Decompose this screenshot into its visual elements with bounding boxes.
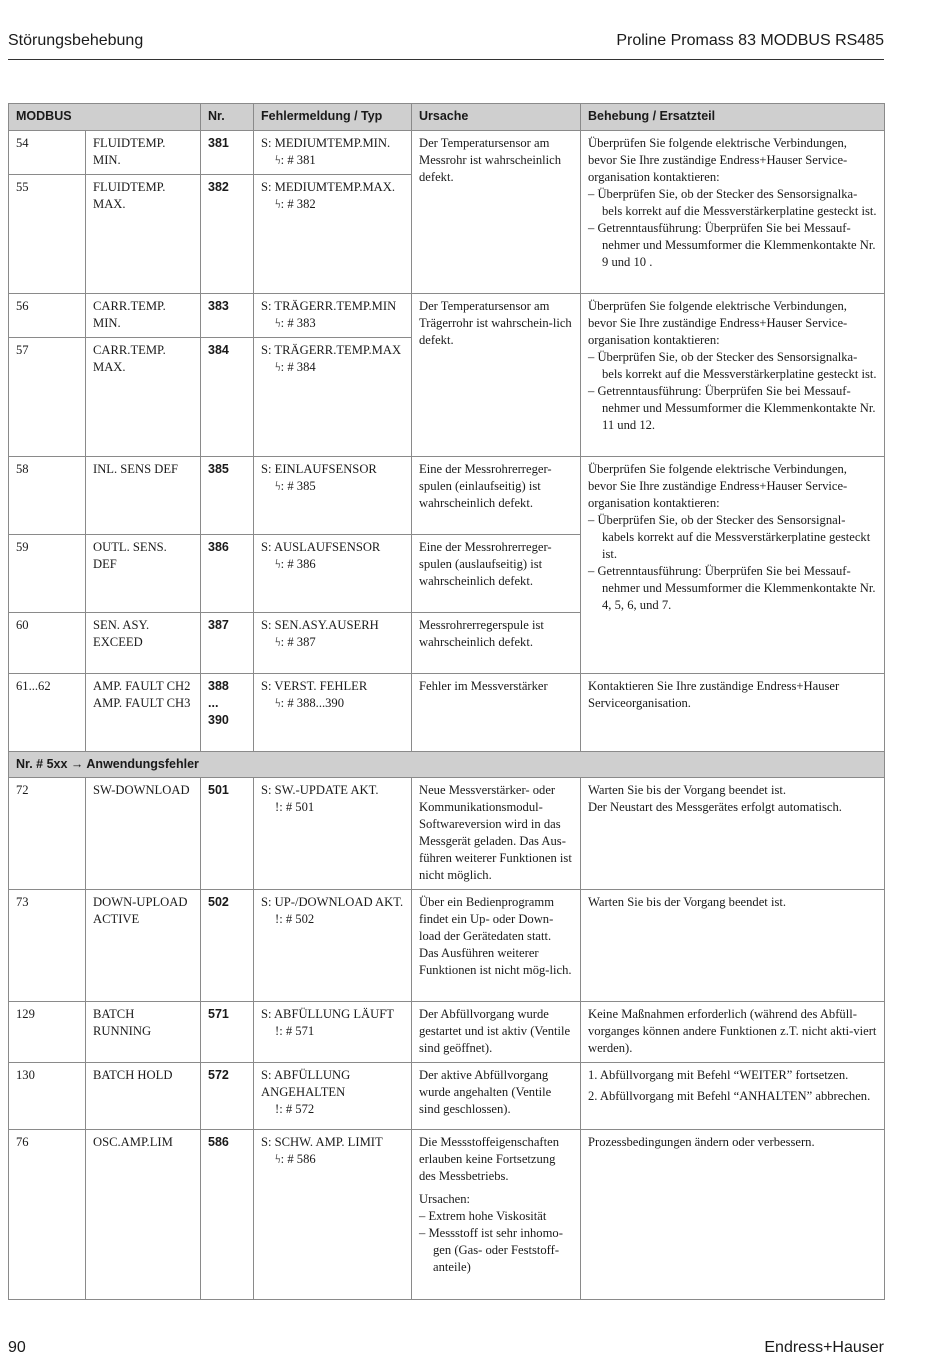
error-cause: Der Temperatursensor am Trägerrohr ist wahrschein-lich defekt. xyxy=(412,294,581,457)
error-number: 386 xyxy=(201,535,254,613)
message-code: ϟ: # 586 xyxy=(275,1152,316,1166)
modbus-name: CARR.TEMP. MIN. xyxy=(86,294,201,338)
modbus-name: INL. SENS DEF xyxy=(86,457,201,535)
table-header-row xyxy=(9,104,885,131)
error-number: 572 xyxy=(201,1063,254,1130)
modbus-name: BATCH RUNNING xyxy=(86,1002,201,1063)
error-remedy: Kontaktieren Sie Ihre zuständige Endress+Hauser Serviceorganisation. xyxy=(581,674,885,752)
error-message xyxy=(254,674,412,752)
modbus-number: 76 xyxy=(9,1130,86,1300)
modbus-name: SEN. ASY. EXCEED xyxy=(86,613,201,674)
remedy-text: Warten Sie bis der Vorgang beendet ist. xyxy=(588,783,786,797)
remedy-step: 1. Abfüllvorgang mit Befehl “WEITER” fortsetzen. xyxy=(588,1068,849,1082)
message-text: S: TRÄGERR.TEMP.MIN xyxy=(261,299,397,313)
remedy-bullet: – Getrenntausführung: Überprüfen Sie bei Messauf-nehmer und Messumformer die Klemmenkontakte Nr. 4, 5, 6, und 7. xyxy=(588,564,876,612)
message-text: S: TRÄGERR.TEMP.MAX xyxy=(261,343,402,357)
error-number-from: 388 xyxy=(208,679,229,693)
table-row xyxy=(9,294,885,338)
footer-brand: Endress+Hauser xyxy=(764,1339,884,1356)
modbus-name: DOWN-UPLOAD ACTIVE xyxy=(86,890,201,1002)
col-header-nr: Nr. xyxy=(201,104,254,131)
modbus-number: 130 xyxy=(9,1063,86,1130)
error-message xyxy=(254,778,412,890)
modbus-number: 129 xyxy=(9,1002,86,1063)
section-row xyxy=(9,752,885,778)
cause-label: Ursachen: xyxy=(419,1192,471,1206)
error-number-to: 390 xyxy=(208,713,229,727)
message-code: ϟ: # 385 xyxy=(275,479,316,493)
error-number: 586 xyxy=(201,1130,254,1300)
error-number: 571 xyxy=(201,1002,254,1063)
header-divider xyxy=(8,59,884,60)
section-title: Nr. # 5xx → Anwendungsfehler xyxy=(9,752,885,778)
error-message xyxy=(254,535,412,613)
table-row xyxy=(9,674,885,752)
modbus-name: CARR.TEMP. MAX. xyxy=(86,338,201,457)
error-message xyxy=(254,890,412,1002)
error-cause: Eine der Messrohrerreger-spulen (auslaufseitig) ist wahrscheinlich defekt. xyxy=(412,535,581,613)
error-number: 384 xyxy=(201,338,254,457)
message-code: ϟ: # 388...390 xyxy=(275,696,345,710)
error-message xyxy=(254,1130,412,1300)
error-number-range: ... xyxy=(208,696,219,710)
remedy-step: 2. Abfüllvorgang mit Befehl “ANHALTEN” abbrechen. xyxy=(588,1089,871,1103)
modbus-number: 57 xyxy=(9,338,86,457)
message-code: ϟ: # 387 xyxy=(275,635,316,649)
table-row xyxy=(9,1002,885,1063)
message-code: !: # 502 xyxy=(275,912,315,926)
col-header-remedy: Behebung / Ersatzteil xyxy=(581,104,885,131)
error-cause: Neue Messverstärker- oder Kommunikationsmodul-Softwareversion wird in das Messgerät geladen. Das Aus-führen weiterer Funktionen ist nicht möglich. xyxy=(412,778,581,890)
modbus-name: OUTL. SENS. DEF xyxy=(86,535,201,613)
message-code: ϟ: # 381 xyxy=(275,153,316,167)
col-header-cause: Ursache xyxy=(412,104,581,131)
message-text: S: SW.-UPDATE AKT. xyxy=(261,783,379,797)
table-row xyxy=(9,1130,885,1300)
message-text: S: VERST. FEHLER xyxy=(261,679,368,693)
error-remedy xyxy=(581,131,885,294)
table-row xyxy=(9,1063,885,1130)
modbus-name: FLUIDTEMP. MIN. xyxy=(86,131,201,175)
error-message xyxy=(254,1002,412,1063)
error-number: 383 xyxy=(201,294,254,338)
error-cause: Der aktive Abfüllvorgang wurde angehalten (Ventile sind geschlossen). xyxy=(412,1063,581,1130)
message-code: ϟ: # 383 xyxy=(275,316,316,330)
modbus-name: SW-DOWNLOAD xyxy=(86,778,201,890)
message-code: !: # 571 xyxy=(275,1024,315,1038)
error-cause: Der Abfüllvorgang wurde gestartet und ist aktiv (Ventile sind geöffnet). xyxy=(412,1002,581,1063)
message-text: S: SEN.ASY.AUSERH xyxy=(261,618,379,632)
message-code: !: # 501 xyxy=(275,800,315,814)
error-message xyxy=(254,457,412,535)
message-code: ϟ: # 384 xyxy=(275,360,316,374)
remedy-bullet: – Überprüfen Sie, ob der Stecker des Sensorsignal-kabels korrekt auf die Messverstärkerplatine gesteckt ist. xyxy=(588,513,871,561)
error-cause: Über ein Bedienprogramm findet ein Up- oder Down-load der Gerätedaten statt. Das Ausführen weiterer Funktionen ist nicht mög-lich. xyxy=(412,890,581,1002)
modbus-name: AMP. FAULT CH2 AMP. FAULT CH3 xyxy=(86,674,201,752)
cause-text: Die Messstoffeigenschaften erlauben keine Fortsetzung des Messbetriebs. xyxy=(419,1135,560,1183)
modbus-number: 61...62 xyxy=(9,674,86,752)
table-row xyxy=(9,457,885,535)
remedy-text: Der Neustart des Messgerätes erfolgt automatisch. xyxy=(588,800,842,814)
error-cause: Eine der Messrohrerreger-spulen (einlaufseitig) ist wahrscheinlich defekt. xyxy=(412,457,581,535)
message-code: ϟ: # 382 xyxy=(275,197,316,211)
modbus-number: 58 xyxy=(9,457,86,535)
modbus-number: 59 xyxy=(9,535,86,613)
error-remedy: Keine Maßnahmen erforderlich (während des Abfüll-vorganges können andere Funktionen z.T. nicht akti-viert werden). xyxy=(581,1002,885,1063)
table-row xyxy=(9,890,885,1002)
modbus-name: OSC.AMP.LIM xyxy=(86,1130,201,1300)
error-number: 381 xyxy=(201,131,254,175)
error-remedy xyxy=(581,778,885,890)
error-cause: Fehler im Messverstärker xyxy=(412,674,581,752)
message-code: !: # 572 xyxy=(275,1102,315,1116)
cause-bullet: – Messstoff ist sehr inhomo-gen (Gas- oder Feststoff-anteile) xyxy=(419,1226,563,1274)
modbus-name: FLUIDTEMP. MAX. xyxy=(86,175,201,294)
col-header-modbus: MODBUS xyxy=(9,104,201,131)
error-remedy xyxy=(581,294,885,457)
cause-bullet: – Extrem hohe Viskosität xyxy=(419,1209,547,1223)
remedy-intro: Überprüfen Sie folgende elektrische Verbindungen, bevor Sie Ihre zuständige Endress+Hauser Service-organisation kontaktieren: xyxy=(588,299,848,347)
error-message xyxy=(254,175,412,294)
message-text: S: UP-/DOWNLOAD AKT. xyxy=(261,895,404,909)
error-message xyxy=(254,1063,412,1130)
header-product-title: Proline Promass 83 MODBUS RS485 xyxy=(616,32,884,49)
error-number: 502 xyxy=(201,890,254,1002)
message-text: S: SCHW. AMP. LIMIT xyxy=(261,1135,383,1149)
message-text: S: MEDIUMTEMP.MIN. xyxy=(261,136,391,150)
error-number: 501 xyxy=(201,778,254,890)
error-number xyxy=(201,674,254,752)
modbus-number: 73 xyxy=(9,890,86,1002)
header-section-title: Störungsbehebung xyxy=(8,32,144,49)
modbus-name: BATCH HOLD xyxy=(86,1063,201,1130)
error-table xyxy=(8,103,885,1300)
message-code: ϟ: # 386 xyxy=(275,557,316,571)
error-number: 387 xyxy=(201,613,254,674)
col-header-message: Fehlermeldung / Typ xyxy=(254,104,412,131)
modbus-number: 60 xyxy=(9,613,86,674)
modbus-number: 56 xyxy=(9,294,86,338)
error-message xyxy=(254,338,412,457)
error-message xyxy=(254,294,412,338)
table-row xyxy=(9,778,885,890)
error-number: 382 xyxy=(201,175,254,294)
error-cause: Der Temperatursensor am Messrohr ist wahrscheinlich defekt. xyxy=(412,131,581,294)
modbus-number: 72 xyxy=(9,778,86,890)
remedy-bullet: – Getrenntausführung: Überprüfen Sie bei Messauf-nehmer und Messumformer die Klemmenkontakte Nr. 11 und 12. xyxy=(588,384,876,432)
message-text: S: ABFÜLLUNG LÄUFT xyxy=(261,1007,394,1021)
error-cause xyxy=(412,1130,581,1300)
table-row xyxy=(9,131,885,175)
message-text: S: EINLAUFSENSOR xyxy=(261,462,377,476)
error-cause: Messrohrerregerspule ist wahrscheinlich defekt. xyxy=(412,613,581,674)
error-number: 385 xyxy=(201,457,254,535)
error-remedy: Prozessbedingungen ändern oder verbessern. xyxy=(581,1130,885,1300)
error-remedy: Warten Sie bis der Vorgang beendet ist. xyxy=(581,890,885,1002)
remedy-bullet: – Überprüfen Sie, ob der Stecker des Sensorsignalka-bels korrekt auf die Messverstärkerplatine gesteckt ist. xyxy=(588,350,877,381)
message-text: S: ABFÜLLUNG ANGEHALTEN xyxy=(261,1068,351,1099)
page-number: 90 xyxy=(8,1339,26,1356)
message-text: S: AUSLAUFSENSOR xyxy=(261,540,381,554)
error-message xyxy=(254,131,412,175)
error-remedy xyxy=(581,457,885,674)
error-message xyxy=(254,613,412,674)
remedy-intro: Überprüfen Sie folgende elektrische Verbindungen, bevor Sie Ihre zuständige Endress+Hauser Service-organisation kontaktieren: xyxy=(588,462,848,510)
modbus-number: 55 xyxy=(9,175,86,294)
modbus-number: 54 xyxy=(9,131,86,175)
remedy-bullet: – Getrenntausführung: Überprüfen Sie bei Messauf-nehmer und Messumformer die Klemmenkontakte Nr. 9 und 10 . xyxy=(588,221,876,269)
message-text: S: MEDIUMTEMP.MAX. xyxy=(261,180,395,194)
remedy-bullet: – Überprüfen Sie, ob der Stecker des Sensorsignalka-bels korrekt auf die Messverstärkerplatine gesteckt ist. xyxy=(588,187,877,218)
error-remedy xyxy=(581,1063,885,1130)
remedy-intro: Überprüfen Sie folgende elektrische Verbindungen, bevor Sie Ihre zuständige Endress+Hauser Service-organisation kontaktieren: xyxy=(588,136,848,184)
